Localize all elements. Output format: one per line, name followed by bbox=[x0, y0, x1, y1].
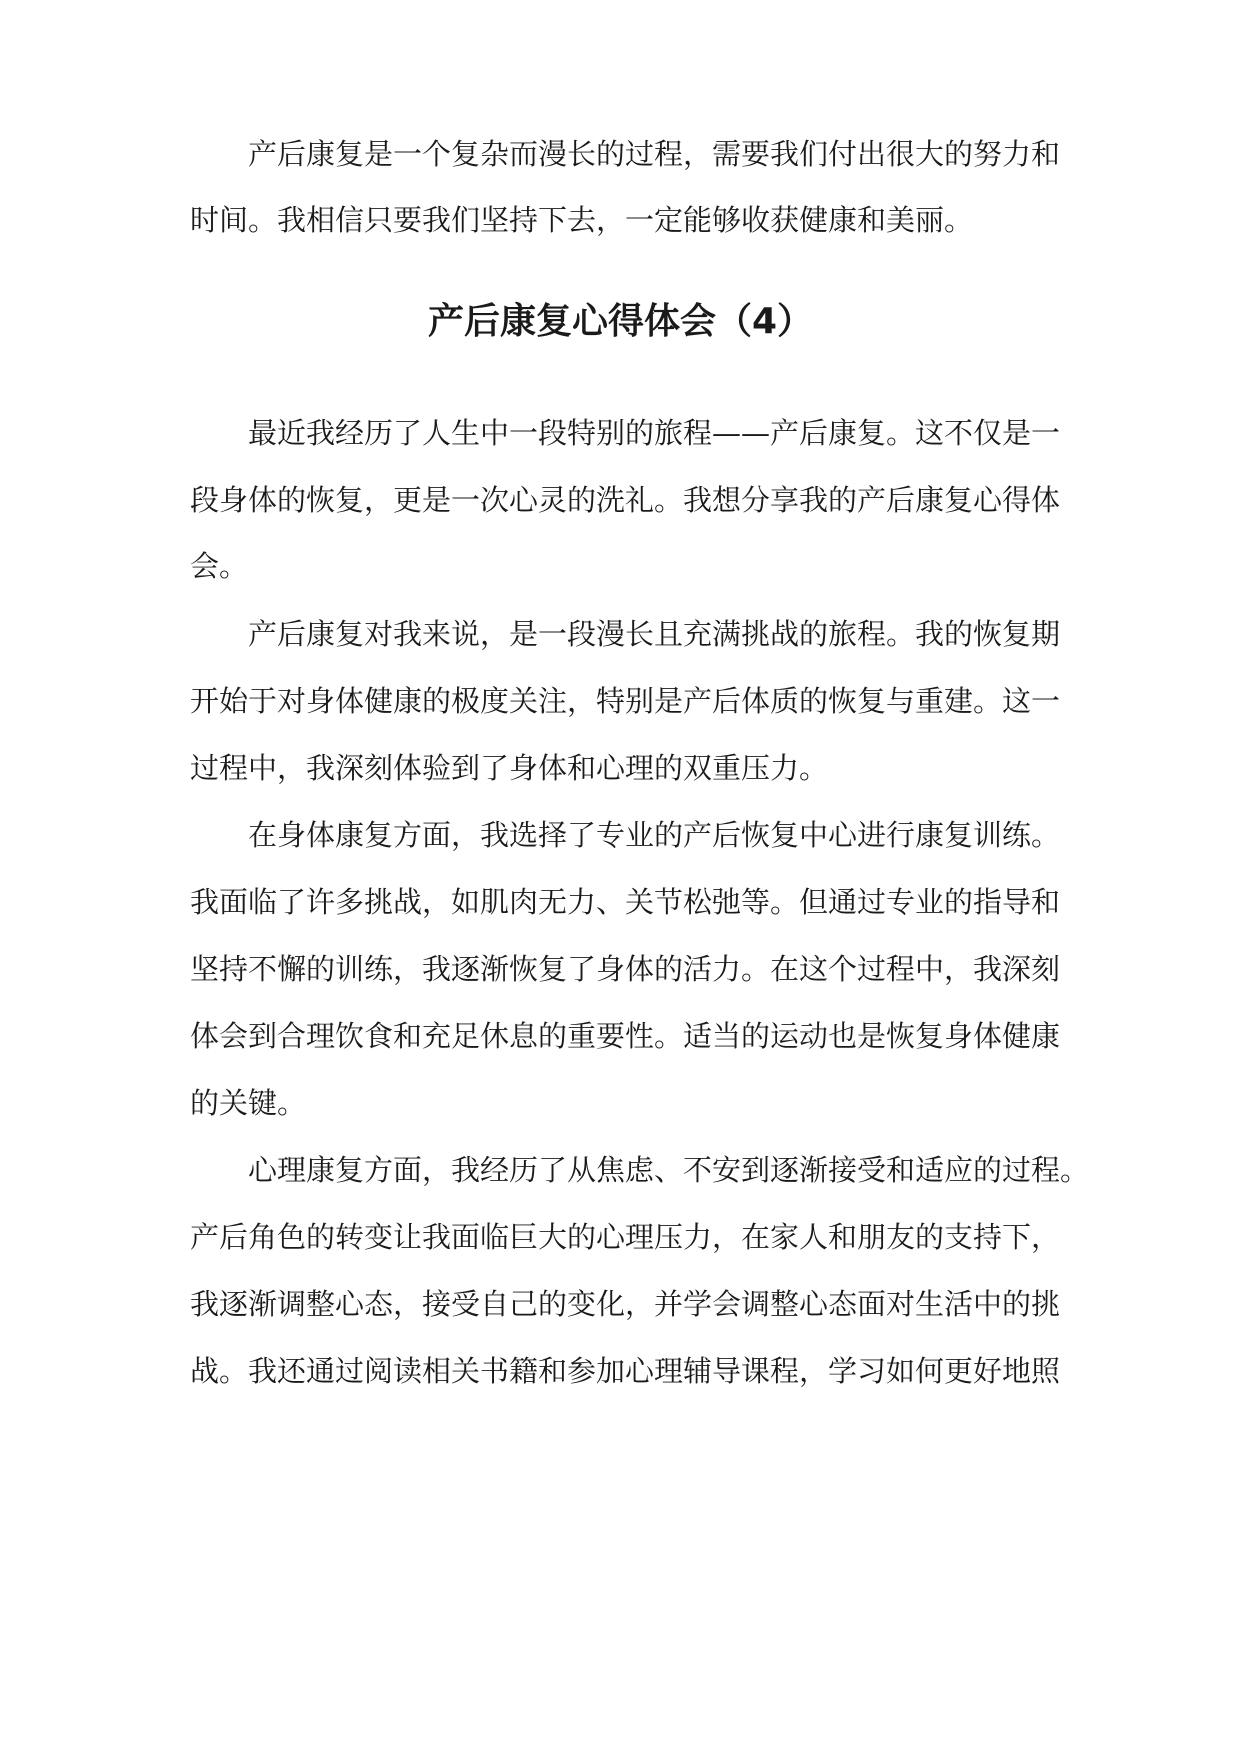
paragraph-line: 在身体康复方面，我选择了专业的产后恢复中心进行康复训练。 bbox=[248, 818, 1061, 852]
section-title: 产后康复心得体会（4） bbox=[427, 301, 814, 342]
paragraph-line: 战。我还通过阅读相关书籍和参加心理辅导课程，学习如何更好地照 bbox=[190, 1354, 1061, 1388]
paragraph-line: 我面临了许多挑战，如肌肉无力、关节松弛等。但通过专业的指导和 bbox=[190, 885, 1061, 919]
paragraph-line: 体会到合理饮食和充足休息的重要性。适当的运动也是恢复身体健康 bbox=[190, 1019, 1061, 1053]
paragraph-line: 的关键。 bbox=[190, 1086, 307, 1120]
paragraph-line: 过程中，我深刻体验到了身体和心理的双重压力。 bbox=[190, 751, 829, 785]
paragraph-line: 开始于对身体健康的极度关注，特别是产后体质的恢复与重建。这一 bbox=[190, 684, 1061, 718]
paragraph-line: 产后角色的转变让我面临巨大的心理压力，在家人和朋友的支持下， bbox=[190, 1220, 1061, 1254]
paragraph-line: 我逐渐调整心态，接受自己的变化，并学会调整心态面对生活中的挑 bbox=[190, 1287, 1061, 1321]
intro-line: 产后康复是一个复杂而漫长的过程，需要我们付出很大的努力和 bbox=[248, 137, 1061, 171]
paragraph-line: 产后康复对我来说，是一段漫长且充满挑战的旅程。我的恢复期 bbox=[248, 617, 1061, 651]
paragraph-line: 最近我经历了人生中一段特别的旅程——产后康复。这不仅是一 bbox=[248, 416, 1061, 450]
paragraph-line: 段身体的恢复，更是一次心灵的洗礼。我想分享我的产后康复心得体 bbox=[190, 483, 1061, 517]
paragraph-line: 坚持不懈的训练，我逐渐恢复了身体的活力。在这个过程中，我深刻 bbox=[190, 952, 1061, 986]
paragraph-line: 心理康复方面，我经历了从焦虑、不安到逐渐接受和适应的过程。 bbox=[248, 1153, 1090, 1187]
paragraph-line: 会。 bbox=[190, 549, 249, 583]
intro-line: 时间。我相信只要我们坚持下去，一定能够收获健康和美丽。 bbox=[190, 203, 974, 237]
